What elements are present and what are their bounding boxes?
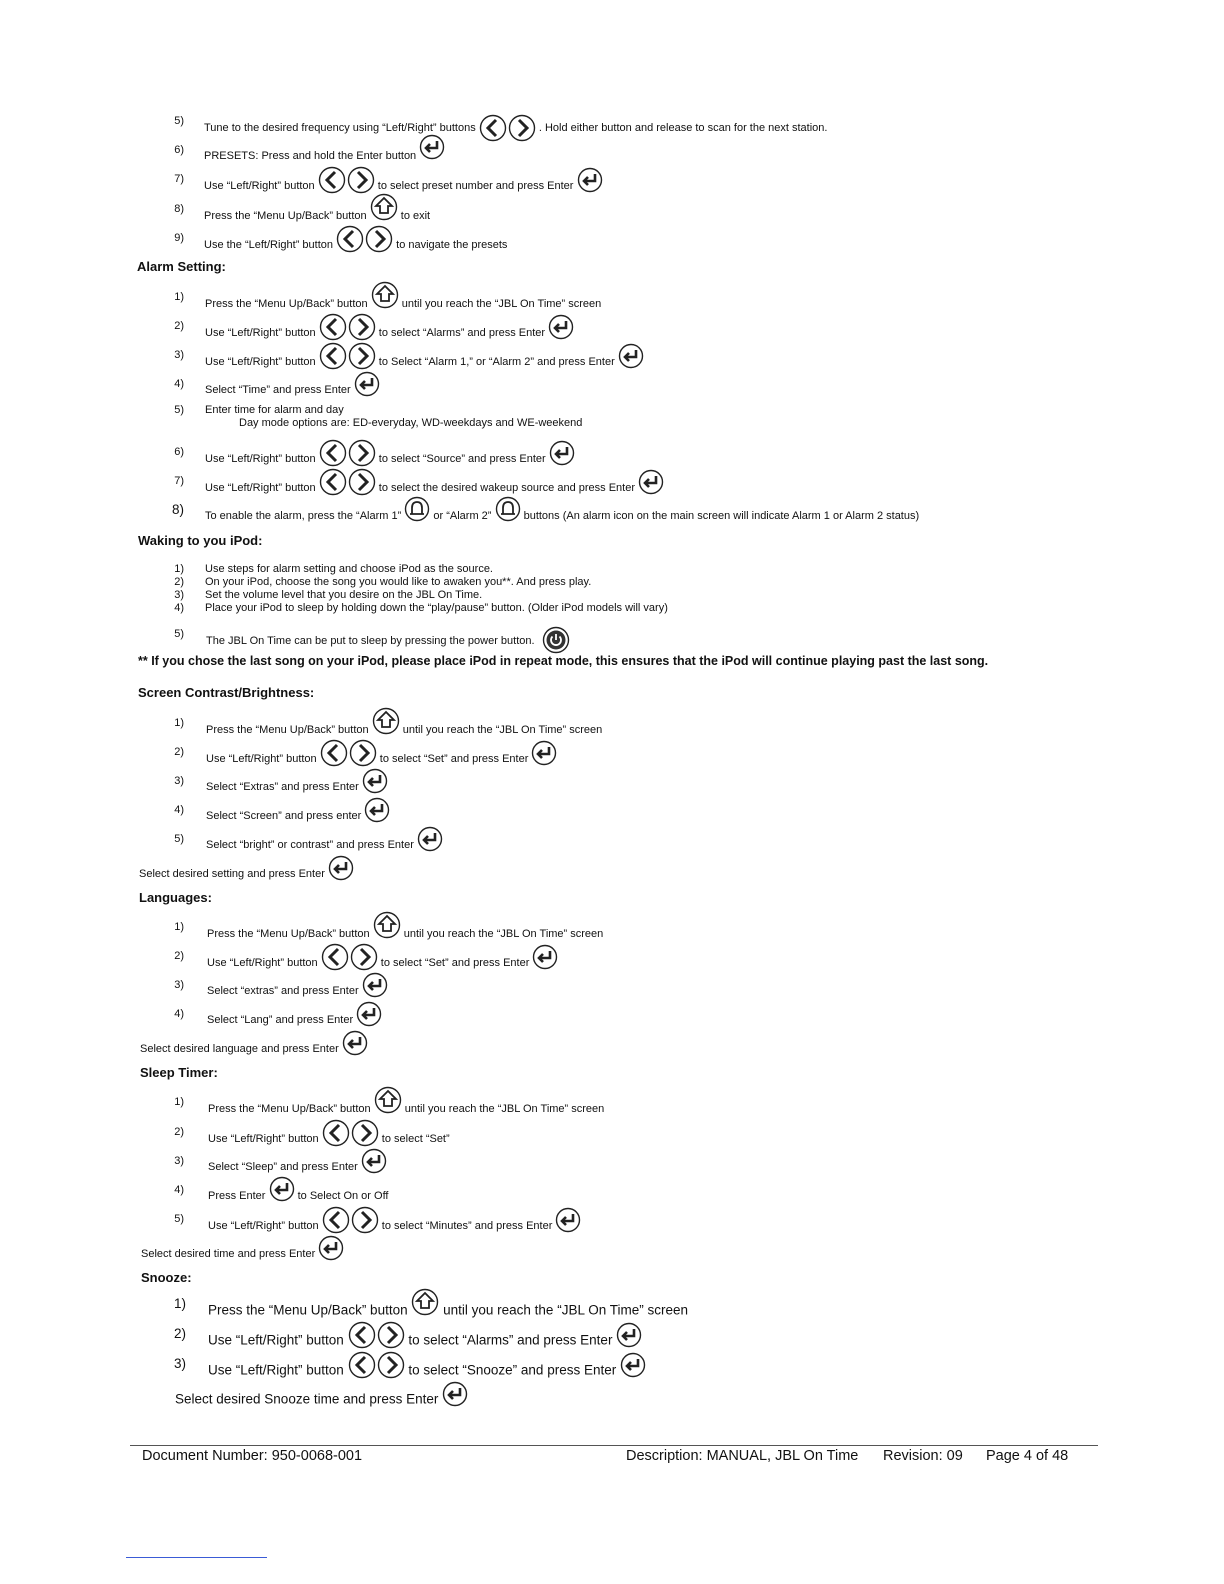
left-arrow-icon <box>322 1119 350 1147</box>
step-text: Select desired language and press Enter <box>140 1042 339 1055</box>
step-text: or “Alarm 2” <box>433 509 492 522</box>
step-text: to select “Source” and press Enter <box>378 452 546 465</box>
step-text: Use “Left/Right” button <box>208 1219 319 1232</box>
enter-icon <box>364 797 390 823</box>
screen-final-step <box>139 861 354 887</box>
alarm-2-bell-icon <box>495 496 521 522</box>
step-text: Place your iPod to sleep by holding down the “play/pause” button. (Older iPod models will vary) <box>205 602 668 614</box>
step-text: To enable the alarm, press the “Alarm 1” <box>205 509 402 522</box>
step-text: Select “extras” and press Enter <box>207 984 359 997</box>
enter-icon <box>318 1235 344 1261</box>
step-text: Use “Left/Right” button <box>205 481 316 494</box>
step-text: Use “Left/Right” button <box>204 179 315 192</box>
step-text: to exit <box>400 209 431 222</box>
enter-icon <box>362 972 388 998</box>
manual-page: 5) Tune to the desired frequency using “Left/Right” buttons . Hold either button and release to scan for the next station. 6) PRESETS: Press and hold the Enter button 7) Use “Left/Right” button to select preset number and press Enter 8) Press the “Menu Up/Back” button to exit 9) Use the “Left/Right” button to navigate the presets Alarm Setting: 1) Press the “Menu Up/Back” button until you reach the “JBL On Time” screen 2) Use “Left/Right” button to select “Alarms” and press Enter 3) Use “Left/Right” button to Select “Alarm 1,” or “Alarm 2” and press Enter 4) Select “Time” and press Enter 5) Enter time for alarm and day Day mode options are: ED-everyday, WD-weekdays and WE-weekend 6) Use “Left/Right” button to select “Source” and press Enter 7) Use “Left/Right” button to select the desired wakeup source and press Enter 8) To enable the alarm, press the “Alarm 1” or “Alarm 2” buttons (An alarm icon on the main screen will indicate Alarm 1 or Alarm 2 status) Waking to you iPod: 1) Use steps for alarm setting and choose iPod as the source. 2) On your iPod, choose the song you would like to awaken you**. And press play. 3) Set the volume level that you desire on the JBL On Time. 4) Place your iPod to sleep by holding down the “play/pause” button. (Older iPod models will vary) 5) The JBL On Time can be put to sleep by pressing the power button. ** If you chose the last song on your iPod, please place iPod in repeat mode, this ensures that the iPod will continue playing past the last song. Screen Contrast/Brightness: 1) Press the “Menu Up/Back” button until you reach the “JBL On Time” screen 2) Use “Left/Right” button to select “Set” and press Enter 3) Select “Extras” and press Enter 4) Select “Screen” and press enter 5) Select “bright” or contrast” and press Enter Select desired setting and press Enter Languages: 1) Press the “Menu Up/Back” button until you reach the “JBL On Time” screen 2) Use “Left/Right” button to select “Set” and press Enter 3) Select “extras” and press Enter 4) Select “Lang” and press Enter Select desired language and press Enter Sleep Timer: 1) Press the “Menu Up/Back” button until you reach the “JBL On Time” screen 2) Use “Left/Right” button to select “Set” 3) Select “Sleep” and press Enter 4) Press Enter to Select On or Off 5) Use “Left/Right” button to select “Minutes” and press Enter Select desired time and press Enter Snooze: 1) Press the “Menu Up/Back” button until you reach the “JBL On Time” screen 2) Use “Left/Right” button to select “Alarms” and press Enter 3) Use “Left/Right” button to select “Snooze” and press Enter Select desired Snooze time and press Enter Document Number: 950-0068-001 Description: MANUAL, JBL On Time Revision: 09 Page 4 of 48 <box>0 0 1224 1584</box>
step-text: PRESETS: Press and hold the Enter button <box>204 149 417 162</box>
step-text: to select “Set” <box>381 1132 450 1145</box>
left-arrow-icon <box>336 225 364 253</box>
step-text: Use “Left/Right” button <box>208 1332 344 1348</box>
step-text: Press the “Menu Up/Back” button <box>208 1302 408 1318</box>
enter-icon <box>638 469 664 495</box>
right-arrow-icon <box>350 943 378 971</box>
section-heading-languages: Languages: <box>139 890 212 905</box>
menu-up-back-icon <box>373 911 401 939</box>
lang-final-step <box>140 1036 368 1062</box>
left-arrow-icon <box>479 114 507 142</box>
left-arrow-icon <box>318 166 346 194</box>
right-arrow-icon <box>347 166 375 194</box>
step-text: Select desired setting and press Enter <box>139 867 325 880</box>
section-heading-sleep: Sleep Timer: <box>140 1065 218 1080</box>
step-text: Use “Left/Right” button <box>205 326 316 339</box>
enter-icon <box>616 1322 642 1348</box>
step-text: Press the “Menu Up/Back” button <box>205 297 368 310</box>
enter-icon <box>419 134 445 160</box>
step-text: until you reach the “JBL On Time” screen <box>401 297 602 310</box>
step-text: until you reach the “JBL On Time” screen <box>402 723 603 736</box>
step-text: until you reach the “JBL On Time” screen <box>443 1302 688 1318</box>
step-text: buttons (An alarm icon on the main screen will indicate Alarm 1 or Alarm 2 status) <box>523 509 920 522</box>
step-text: Press the “Menu Up/Back” button <box>206 723 369 736</box>
enter-icon <box>531 740 557 766</box>
step-text: to select “Snooze” and press Enter <box>408 1362 617 1378</box>
left-arrow-icon <box>319 342 347 370</box>
left-arrow-icon <box>348 1321 376 1349</box>
step-text: Use “Left/Right” button <box>206 752 317 765</box>
step-text: Select “Lang” and press Enter <box>207 1013 354 1026</box>
step-text: to select preset number and press Enter <box>377 179 574 192</box>
footnote-separator <box>126 1557 267 1558</box>
step-text: to select “Set” and press Enter <box>380 956 530 969</box>
enter-icon <box>577 167 603 193</box>
right-arrow-icon <box>508 114 536 142</box>
enter-icon <box>548 314 574 340</box>
menu-up-back-icon <box>411 1288 439 1316</box>
section-heading-screen: Screen Contrast/Brightness: <box>138 685 315 700</box>
step-text: to select “Set” and press Enter <box>379 752 529 765</box>
left-arrow-icon <box>348 1351 376 1379</box>
footer-divider <box>130 1445 1098 1446</box>
right-arrow-icon <box>348 468 376 496</box>
left-arrow-icon <box>321 943 349 971</box>
menu-up-back-icon <box>374 1086 402 1114</box>
enter-icon <box>549 440 575 466</box>
left-arrow-icon <box>319 313 347 341</box>
right-arrow-icon <box>349 739 377 767</box>
right-arrow-icon <box>348 439 376 467</box>
step-text: Tune to the desired frequency using “Left/Right” buttons <box>204 121 476 134</box>
step-text: Select desired time and press Enter <box>141 1247 316 1260</box>
right-arrow-icon <box>365 225 393 253</box>
section-heading-waking: Waking to you iPod: <box>138 533 263 548</box>
step-text: to select the desired wakeup source and press Enter <box>378 481 635 494</box>
step-text: Enter time for alarm and day <box>205 404 344 416</box>
enter-icon <box>417 826 443 852</box>
step-text: until you reach the “JBL On Time” screen <box>403 927 604 940</box>
alarm-1-bell-icon <box>404 496 430 522</box>
snooze-final-step <box>175 1387 468 1413</box>
ipod-repeat-note: ** If you chose the last song on your iPod, please place iPod in repeat mode, this ensures that the iPod will continue playing past the last song. <box>138 654 989 668</box>
step-text: On your iPod, choose the song you would like to awaken you**. And press play. <box>205 576 592 588</box>
step-text: Select desired Snooze time and press Enter <box>175 1391 439 1407</box>
enter-icon <box>269 1176 295 1202</box>
enter-icon <box>356 1001 382 1027</box>
step-text: Select “Time” and press Enter <box>205 383 351 396</box>
footer-page-number: Page 4 of 48 <box>986 1448 1069 1464</box>
step-text: to Select On or Off <box>297 1189 389 1202</box>
step-text: to select “Minutes” and press Enter <box>381 1219 553 1232</box>
step-text: to navigate the presets <box>396 238 508 251</box>
enter-icon <box>342 1030 368 1056</box>
step-text: Press Enter <box>208 1189 266 1202</box>
power-icon <box>542 626 570 654</box>
left-arrow-icon <box>319 468 347 496</box>
right-arrow-icon <box>377 1351 405 1379</box>
step-text: Select “Extras” and press Enter <box>206 780 359 793</box>
enter-icon <box>362 768 388 794</box>
enter-icon <box>532 944 558 970</box>
step-text: . Hold either button and release to scan for the next station. <box>538 121 828 134</box>
step-text: Use “Left/Right” button <box>205 452 316 465</box>
enter-icon <box>442 1381 468 1407</box>
step-text: Press the “Menu Up/Back” button <box>208 1102 371 1115</box>
step-text: Use “Left/Right” button <box>208 1132 319 1145</box>
enter-icon <box>328 855 354 881</box>
right-arrow-icon <box>348 342 376 370</box>
left-arrow-icon <box>320 739 348 767</box>
step-text: Select “Screen” and press enter <box>206 809 362 822</box>
step-text: to select “Alarms” and press Enter <box>408 1332 613 1348</box>
step-text: Press the “Menu Up/Back” button <box>204 209 367 222</box>
right-arrow-icon <box>351 1119 379 1147</box>
right-arrow-icon <box>348 313 376 341</box>
section-heading-snooze: Snooze: <box>141 1270 192 1285</box>
footer-description: Description: MANUAL, JBL On Time <box>626 1448 859 1464</box>
enter-icon <box>620 1352 646 1378</box>
enter-icon <box>354 371 380 397</box>
enter-icon <box>618 343 644 369</box>
menu-up-back-icon <box>371 281 399 309</box>
sleep-final-step <box>141 1241 344 1267</box>
step-text: Use “Left/Right” button <box>208 1362 344 1378</box>
right-arrow-icon <box>377 1321 405 1349</box>
step-text: Use steps for alarm setting and choose iPod as the source. <box>205 563 493 575</box>
section-heading-alarm: Alarm Setting: <box>137 259 226 274</box>
menu-up-back-icon <box>370 193 398 221</box>
step-text: Use “Left/Right” button <box>207 956 318 969</box>
step-text: Use the “Left/Right” button <box>204 238 334 251</box>
step-text: Use “Left/Right” button <box>205 355 316 368</box>
step-text: Press the “Menu Up/Back” button <box>207 927 370 940</box>
footer-revision: Revision: 09 <box>883 1448 963 1464</box>
left-arrow-icon <box>319 439 347 467</box>
step-text: to Select “Alarm 1,” or “Alarm 2” and press Enter <box>378 355 615 368</box>
step-subtext: Day mode options are: ED-everyday, WD-weekdays and WE-weekend <box>239 417 583 429</box>
step-text: The JBL On Time can be put to sleep by pressing the power button. <box>206 634 535 647</box>
footer-doc-number: Document Number: 950-0068-001 <box>142 1448 363 1464</box>
enter-icon <box>361 1148 387 1174</box>
left-arrow-icon <box>322 1206 350 1234</box>
right-arrow-icon <box>351 1206 379 1234</box>
step-text: Select “bright” or contrast” and press Enter <box>206 838 414 851</box>
menu-up-back-icon <box>372 707 400 735</box>
step-text: Select “Sleep” and press Enter <box>208 1160 358 1173</box>
step-text: to select “Alarms” and press Enter <box>378 326 546 339</box>
enter-icon <box>555 1207 581 1233</box>
step-text: until you reach the “JBL On Time” screen <box>404 1102 605 1115</box>
step-text: Set the volume level that you desire on the JBL On Time. <box>205 589 483 601</box>
